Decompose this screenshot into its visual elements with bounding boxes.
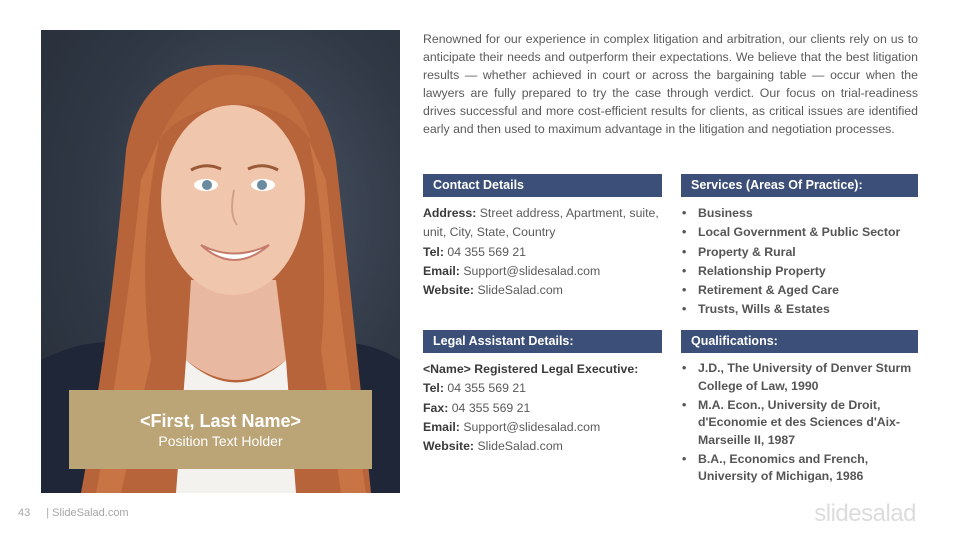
contact-details-header: Contact Details [423,174,662,197]
list-item: • Trusts, Wills & Estates [681,300,921,319]
list-item: • Business [681,204,921,223]
website-value[interactable]: SlideSalad.com [477,439,563,454]
fax-label: Fax: [423,400,449,415]
name-card [69,390,372,469]
page-number: 43 [18,507,31,519]
tel-value: 04 355 569 21 [447,381,527,396]
contact-details-block [423,204,663,300]
address-value: Street address, Apartment, suite, unit, City, State, Country [423,206,659,240]
assistant-role [423,360,663,379]
assistant-fax [423,399,663,418]
contact-email [423,262,663,281]
list-item: • B.A., Economics and French, University of Michigan, 1986 [681,451,921,486]
legal-assistant-header: Legal Assistant Details: [423,330,662,353]
email-label: Email: [423,263,460,278]
services-list [681,204,921,320]
contact-website [423,281,663,300]
assistant-website [423,437,663,456]
list-item: • Local Government & Public Sector [681,223,921,242]
email-value[interactable]: Support@slidesalad.com [463,263,601,278]
brand-logo: slidesalad [814,500,916,527]
list-item: • J.D., The University of Denver Sturm College of Law, 1990 [681,360,921,395]
contact-tel [423,243,663,262]
email-label: Email: [423,419,460,434]
intro-paragraph: Renowned for our experience in complex litigation and arbitration, our clients rely on us to anticipate their needs and outperform their expectations. We believe that the best litigation results — whether achieved in court or across the bargaining table — occur when the lawyers are fully prepared to try the case through verdict. Our focus on trial-readiness drives successful and more cost-efficient results for clients, as critical issues are identified early and then used to maximum advantage in the litigation and negotiation processes. [423,32,918,136]
qualifications-header: Qualifications: [681,330,918,353]
person-position: Position Text Holder [158,432,283,449]
list-item: • Property & Rural [681,243,921,262]
list-item: • Retirement & Aged Care [681,281,921,300]
contact-address [423,204,663,243]
website-label: Website: [423,439,475,454]
tel-label: Tel: [423,381,444,396]
fax-value: 04 355 569 21 [451,400,531,415]
address-label: Address: [423,206,477,220]
email-value[interactable]: Support@slidesalad.com [463,419,601,434]
services-header: Services (Areas Of Practice): [681,174,918,197]
list-item: • Relationship Property [681,262,921,281]
qualifications-list [681,360,921,487]
tel-label: Tel: [423,244,444,259]
assistant-email [423,418,663,437]
assistant-role-label: <Name> Registered Legal Executive: [423,362,639,376]
list-item: • M.A. Econ., University de Droit, d'Economie et des Sciences d'Aix-Marseille II, 1987 [681,397,921,450]
footer [18,507,129,519]
tel-value: 04 355 569 21 [447,244,527,259]
footer-site: | SlideSalad.com [46,507,129,519]
legal-assistant-block [423,360,663,456]
website-label: Website: [423,283,475,298]
website-value[interactable]: SlideSalad.com [477,283,563,298]
person-name: <First, Last Name> [139,410,302,431]
assistant-tel [423,379,663,398]
